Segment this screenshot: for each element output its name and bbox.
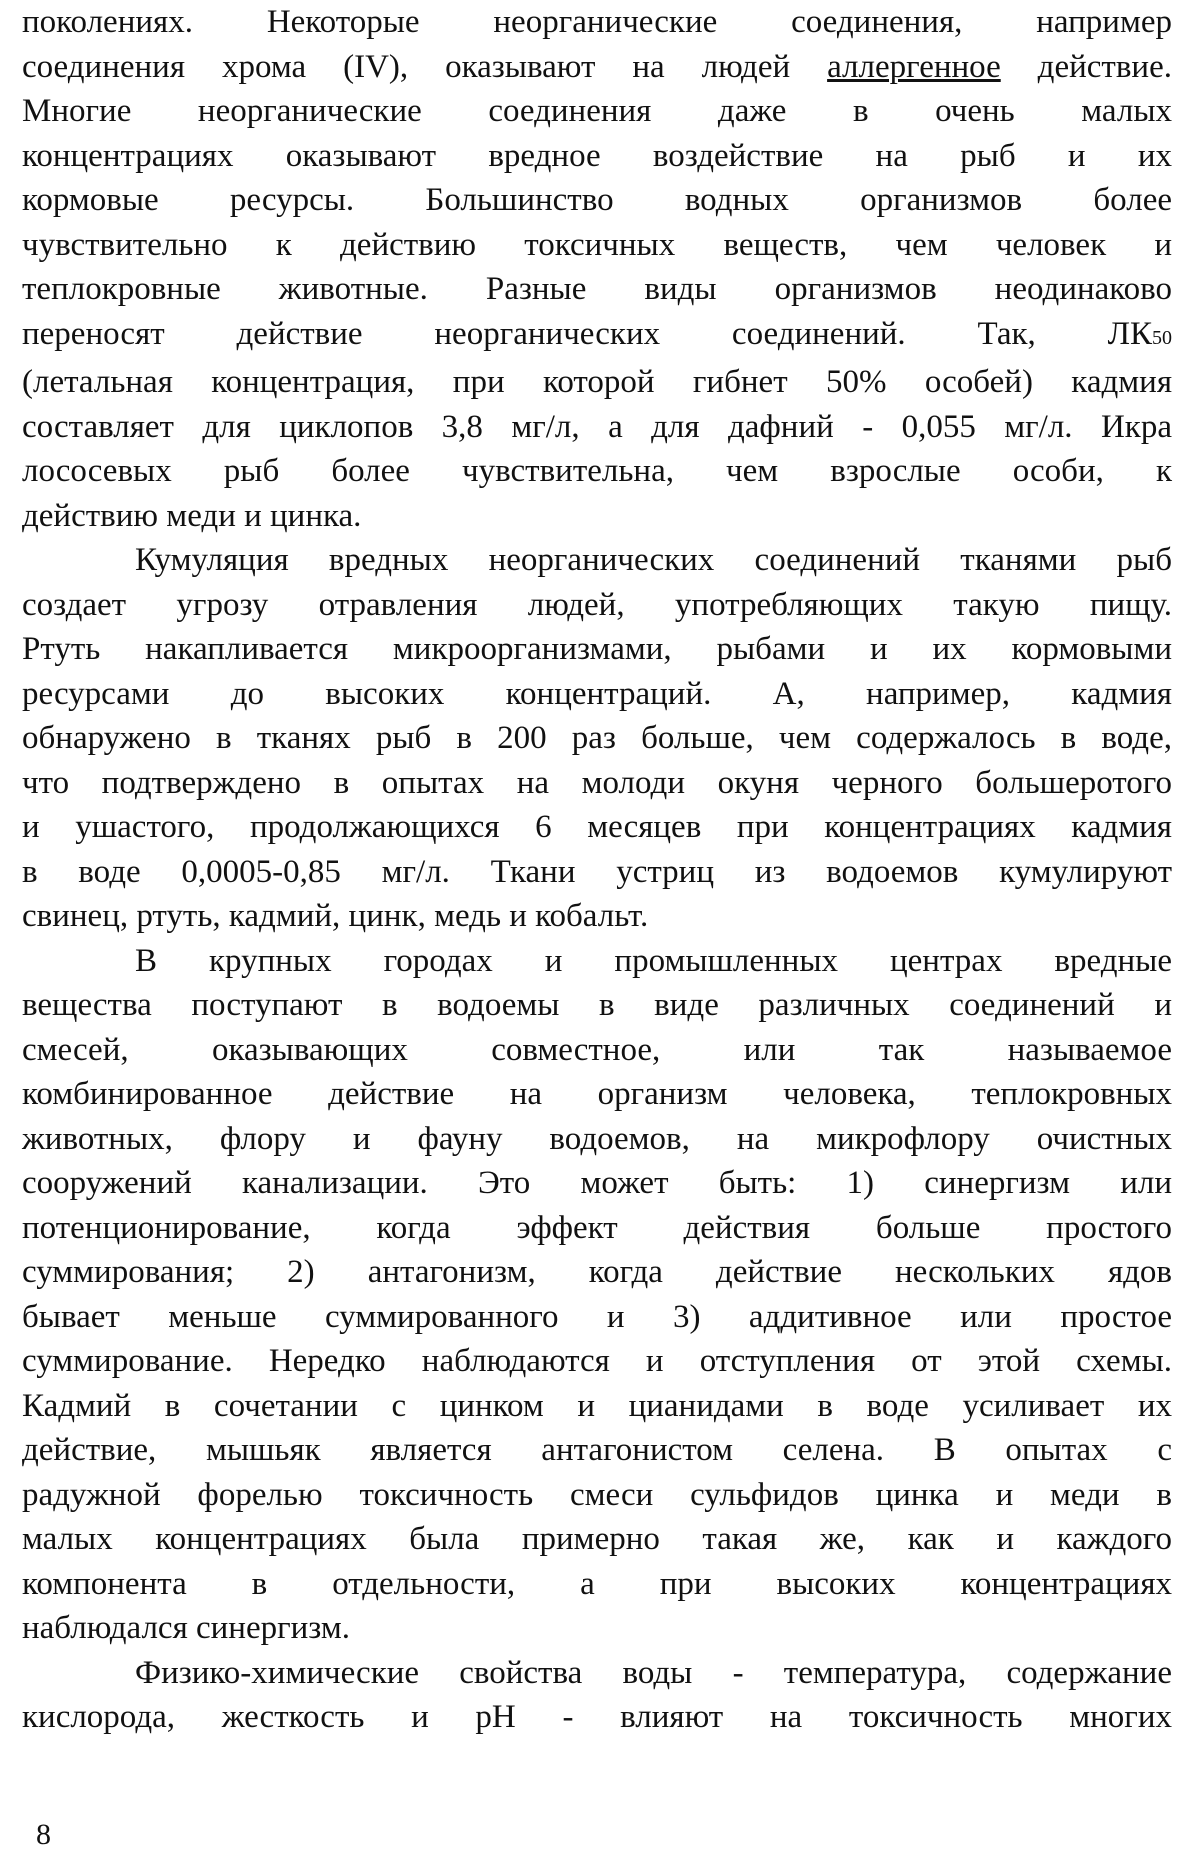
text-line: бывает меньше суммированного и 3) аддитивное или простое <box>22 1298 1172 1335</box>
subscript: 50 <box>1152 326 1172 349</box>
text-line: в воде 0,0005-0,85 мг/л. Ткани устриц из водоемов кумулируют <box>22 853 1172 890</box>
text-line: и ушастого, продолжающихся 6 месяцев при концентрациях кадмия <box>22 809 1172 845</box>
text-line: наблюдался синергизм. <box>22 1610 351 1646</box>
text-line: Ртуть накапливается микроорганизмами, рыбами и их кормовыми <box>22 631 1172 667</box>
paragraph-3 <box>22 939 1172 1651</box>
text-line: поколениях. Некоторые неорганические соединения, например <box>22 4 1172 40</box>
text-line: создает угрозу отравления людей, употребляющих такую пищу. <box>22 586 1172 623</box>
paragraph-2 <box>22 538 1172 939</box>
text-fragment: переносят действие неорганических соединений. Так, ЛК <box>22 315 1152 352</box>
text-line: компонента в отдельности, а при высоких концентрациях <box>22 1565 1172 1602</box>
text-line: животных, флору и фауну водоемов, на микрофлору очистных <box>22 1120 1172 1157</box>
text-line: малых концентрациях была примерно такая же, как и каждого <box>22 1521 1172 1557</box>
text-line: Кумуляция вредных неорганических соединений тканями рыб <box>135 542 1172 578</box>
text-line: суммирование. Нередко наблюдаются и отступления от этой схемы. <box>22 1343 1172 1379</box>
text-line: чувствительно к действию токсичных веществ, чем человек и <box>22 226 1172 263</box>
document-page <box>22 0 1172 1740</box>
text-line: смесей, оказывающих совместное, или так называемое <box>22 1031 1172 1068</box>
text-line: обнаружено в тканях рыб в 200 раз больше, чем содержалось в воде, <box>22 720 1172 756</box>
text-fragment: действие. <box>1000 48 1172 85</box>
text-line: сооружений канализации. Это может быть: 1) синергизм или <box>22 1165 1172 1201</box>
page-number: 8 <box>36 1818 51 1851</box>
text-line: Многие неорганические соединения даже в очень малых <box>22 93 1172 129</box>
text-line: лососевых рыб более чувствительна, чем взрослые особи, к <box>22 453 1172 489</box>
text-line: потенционирование, когда эффект действия больше простого <box>22 1209 1172 1246</box>
text-line: суммирования; 2) антагонизм, когда действие нескольких ядов <box>22 1254 1172 1290</box>
text-line: составляет для циклопов 3,8 мг/л, а для дафний - 0,055 мг/л. Икра <box>22 408 1172 445</box>
text-line: Кадмий в сочетании с цинком и цианидами в воде усиливает их <box>22 1387 1172 1424</box>
text-line: кормовые ресурсы. Большинство водных организмов более <box>22 182 1172 218</box>
text-fragment: соединения хрома (IV), оказывают на людей <box>22 48 828 85</box>
paragraph-1 <box>22 0 1172 538</box>
text-line: концентрациях оказывают вредное воздействие на рыб и их <box>22 137 1172 174</box>
text-line: ресурсами до высоких концентраций. А, например, кадмия <box>22 675 1172 712</box>
text-line-with-underline <box>22 45 1172 90</box>
text-line: свинец, ртуть, кадмий, цинк, медь и кобальт. <box>22 898 649 934</box>
text-line: В крупных городах и промышленных центрах вредные <box>135 942 1172 979</box>
text-line: действие, мышьяк является антагонистом селена. В опытах с <box>22 1432 1172 1468</box>
text-line: кислорода, жесткость и pH - влияют на токсичность многих <box>22 1699 1172 1735</box>
text-line: действию меди и цинка. <box>22 497 362 534</box>
text-line: радужной форелью токсичность смеси сульфидов цинка и меди в <box>22 1476 1172 1513</box>
text-line: теплокровные животные. Разные виды организмов неодинаково <box>22 271 1172 307</box>
text-line: Физико-химические свойства воды - температура, содержание <box>135 1654 1172 1691</box>
text-line: вещества поступают в водоемы в виде различных соединений и <box>22 987 1172 1023</box>
text-line: (летальная концентрация, при которой гибнет 50% особей) кадмия <box>22 364 1172 400</box>
text-line: что подтверждено в опытах на молоди окуня черного большеротого <box>22 764 1172 801</box>
text-line-with-subscript <box>22 312 1172 361</box>
underlined-word: аллергенное <box>827 48 1001 85</box>
text-line: комбинированное действие на организм человека, теплокровных <box>22 1076 1172 1112</box>
paragraph-4 <box>22 1651 1172 1740</box>
